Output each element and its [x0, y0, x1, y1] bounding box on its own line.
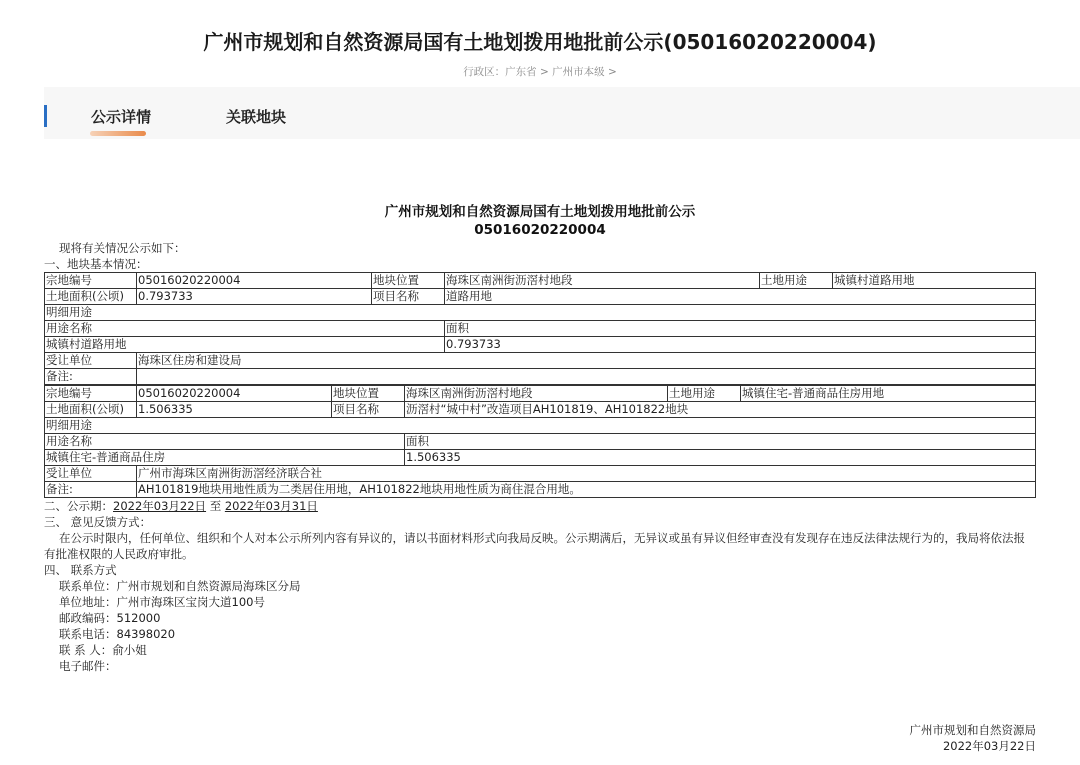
label-project: 项目名称 [372, 289, 445, 305]
label-detail-use: 明细用途 [45, 305, 1036, 321]
label-use-name: 用途名称 [45, 321, 445, 337]
parcel-table-1 [44, 272, 1036, 385]
label-receiver: 受让单位 [45, 466, 137, 482]
label-area: 土地面积(公顷) [45, 289, 137, 305]
contact-email: 电子邮件： [59, 659, 117, 673]
label-use-name: 用途名称 [45, 434, 405, 450]
active-tab-underline [90, 131, 146, 136]
value-use-area: 1.506335 [405, 450, 1036, 466]
label-use-area: 面积 [405, 434, 1036, 450]
value-location: 海珠区南洲街沥滘村地段 [405, 386, 668, 402]
feedback-paragraph: 在公示时限内，任何单位、组织和个人对本公示所列内容有异议的，请以书面材料形式向我局反映。公示期满后，无异议或虽有异议但经审查没有发现存在违反法律法规行为的，我局将依法报有批准权限的人民政府审批。 [44, 531, 1025, 561]
table-row [45, 305, 1036, 321]
value-parcel-no: 05016020220004 [137, 273, 372, 289]
value-land-use: 城镇住宅-普通商品住房用地 [741, 386, 1036, 402]
value-land-use: 城镇村道路用地 [833, 273, 1036, 289]
label-parcel-no: 宗地编号 [45, 273, 137, 289]
table-row [45, 337, 1036, 353]
value-remarks [137, 369, 1036, 385]
label-parcel-no: 宗地编号 [45, 386, 137, 402]
label-land-use: 土地用途 [668, 386, 741, 402]
value-project: 沥滘村“城中村”改造项目AH101819、AH101822地块 [405, 402, 1036, 418]
breadcrumb[interactable]: 行政区：广东省 > 广州市本级 > [463, 66, 617, 78]
contact-address: 单位地址：广州市海珠区宝岗大道100号 [59, 595, 265, 609]
value-area: 1.506335 [137, 402, 332, 418]
table-row [45, 289, 1036, 305]
contact-phone: 联系电话：84398020 [59, 627, 176, 641]
label-detail-use: 明细用途 [45, 418, 1036, 434]
page-title: 广州市规划和自然资源局国有土地划拨用地批前公示(05016020220004) [203, 30, 877, 54]
intro-text: 现将有关情况公示如下： [59, 241, 186, 255]
label-remarks: 备注: [45, 369, 137, 385]
value-parcel-no: 05016020220004 [137, 386, 332, 402]
label-location: 地块位置 [372, 273, 445, 289]
table-row [45, 321, 1036, 337]
section1-heading: 一、地块基本情况： [44, 257, 148, 271]
label-area: 土地面积(公顷) [45, 402, 137, 418]
value-use-name: 城镇村道路用地 [45, 337, 445, 353]
period-to: 至 [209, 499, 222, 513]
label-location: 地块位置 [332, 386, 405, 402]
table-row [45, 353, 1036, 369]
section2-period [44, 498, 1036, 514]
value-area: 0.793733 [137, 289, 372, 305]
table-row [45, 369, 1036, 385]
tabs-accent-bar [44, 105, 47, 127]
value-use-area: 0.793733 [445, 337, 1036, 353]
tab-notice-details[interactable]: 公示详情 [91, 108, 152, 126]
label-remarks: 备注: [45, 482, 137, 498]
tab-related-parcels[interactable]: 关联地块 [226, 108, 287, 126]
contact-person: 联 系 人：俞小姐 [59, 643, 147, 657]
label-project: 项目名称 [332, 402, 405, 418]
section3-heading: 三、 意见反馈方式： [44, 515, 152, 529]
table-row [45, 386, 1036, 402]
document-title [0, 203, 1080, 239]
section4-heading: 四、 联系方式 [44, 563, 117, 577]
contact-postcode: 邮政编码：512000 [59, 611, 161, 625]
parcel-table-2 [44, 385, 1036, 498]
document-title-line1: 广州市规划和自然资源局国有土地划拨用地批前公示 [384, 204, 696, 220]
period-end: 2022年03月31日 [224, 499, 318, 513]
signature-block [910, 722, 1037, 754]
section2-label: 二、公示期： [44, 499, 113, 513]
value-remarks: AH101819地块用地性质为二类居住用地，AH101822地块用地性质为商住混合用地。 [137, 482, 1036, 498]
signature-org: 广州市规划和自然资源局 [909, 723, 1036, 737]
table-row [45, 482, 1036, 498]
value-receiver: 广州市海珠区南洲街沥滘经济联合社 [137, 466, 1036, 482]
value-location: 海珠区南洲街沥滘村地段 [445, 273, 760, 289]
table-row [45, 402, 1036, 418]
label-receiver: 受让单位 [45, 353, 137, 369]
table-row [45, 418, 1036, 434]
value-project: 道路用地 [445, 289, 1036, 305]
table-row [45, 466, 1036, 482]
table-row [45, 273, 1036, 289]
value-receiver: 海珠区住房和建设局 [137, 353, 1036, 369]
document-body [44, 240, 1036, 674]
contact-unit: 联系单位：广州市规划和自然资源局海珠区分局 [59, 579, 301, 593]
period-start: 2022年03月22日 [113, 499, 207, 513]
tabs-bar [44, 87, 1080, 139]
table-row [45, 450, 1036, 466]
document-title-line2: 05016020220004 [474, 222, 606, 238]
label-land-use: 土地用途 [760, 273, 833, 289]
table-row [45, 434, 1036, 450]
label-use-area: 面积 [445, 321, 1036, 337]
value-use-name: 城镇住宅-普通商品住房 [45, 450, 405, 466]
signature-date: 2022年03月22日 [942, 739, 1036, 753]
